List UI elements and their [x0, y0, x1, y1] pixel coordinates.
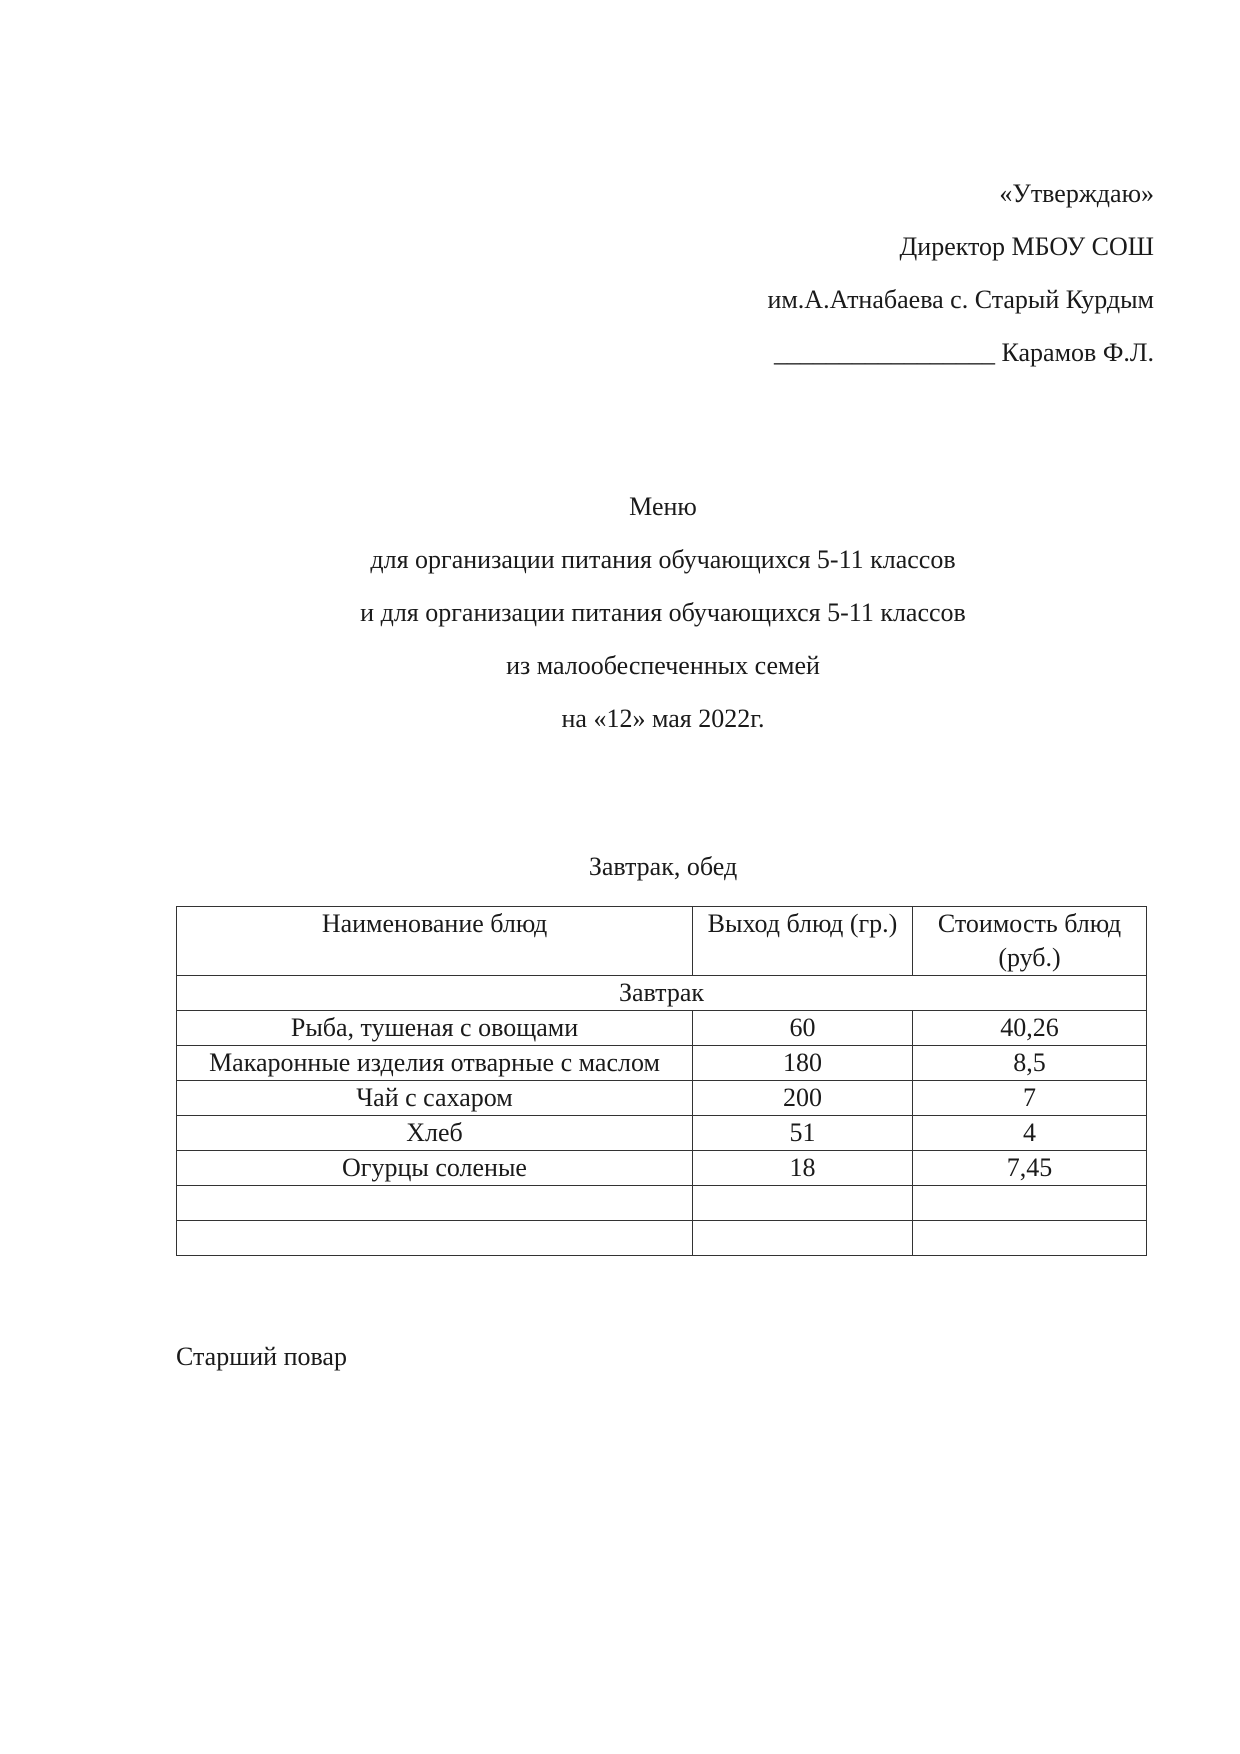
dish-price: 40,26 — [913, 1011, 1147, 1046]
title-line-1: Меню — [629, 492, 697, 521]
dish-price: 7 — [913, 1081, 1147, 1116]
header-price: Стоимость блюд (руб.) — [913, 907, 1147, 976]
senior-cook-label: Старший повар — [176, 1342, 347, 1371]
approval-block — [767, 167, 1154, 379]
dish-weight: 51 — [693, 1116, 913, 1151]
dish-weight: 180 — [693, 1046, 913, 1081]
table-row — [177, 1151, 1147, 1186]
table-row — [177, 1046, 1147, 1081]
header-weight: Выход блюд (гр.) — [693, 907, 913, 976]
dish-name: Огурцы соленые — [177, 1151, 693, 1186]
meals-caption: Завтрак, обед — [588, 852, 738, 881]
empty-cell — [913, 1221, 1147, 1256]
table-row — [177, 1011, 1147, 1046]
title-line-2: для организации питания обучающихся 5-11 классов — [370, 545, 956, 574]
section-row — [177, 976, 1147, 1011]
dish-price: 7,45 — [913, 1151, 1147, 1186]
empty-row — [177, 1186, 1147, 1221]
empty-cell — [913, 1186, 1147, 1221]
document-title — [0, 480, 1240, 745]
empty-cell — [693, 1186, 913, 1221]
dish-name: Чай с сахаром — [177, 1081, 693, 1116]
approval-signature: _________________ Карамов Ф.Л. — [774, 338, 1154, 367]
empty-cell — [177, 1186, 693, 1221]
dish-price: 8,5 — [913, 1046, 1147, 1081]
table-row — [177, 1116, 1147, 1151]
section-breakfast: Завтрак — [177, 976, 1147, 1011]
empty-cell — [693, 1221, 913, 1256]
table-header-row — [177, 907, 1147, 976]
dish-name: Хлеб — [177, 1116, 693, 1151]
table-row — [177, 1081, 1147, 1116]
dish-name: Макаронные изделия отварные с маслом — [177, 1046, 693, 1081]
dish-price: 4 — [913, 1116, 1147, 1151]
empty-row — [177, 1221, 1147, 1256]
title-line-3: и для организации питания обучающихся 5-11 классов — [360, 598, 966, 627]
title-date: на «12» мая 2022г. — [561, 704, 765, 733]
approval-title: «Утверждаю» — [999, 179, 1154, 208]
dish-weight: 18 — [693, 1151, 913, 1186]
dish-weight: 60 — [693, 1011, 913, 1046]
dish-name: Рыба, тушеная с овощами — [177, 1011, 693, 1046]
menu-table — [176, 906, 1147, 1256]
approval-position: Директор МБОУ СОШ — [899, 232, 1154, 261]
title-line-4: из малообеспеченных семей — [506, 651, 820, 680]
dish-weight: 200 — [693, 1081, 913, 1116]
empty-cell — [177, 1221, 693, 1256]
header-dish-name: Наименование блюд — [177, 907, 693, 976]
approval-school: им.А.Атнабаева с. Старый Курдым — [767, 285, 1154, 314]
